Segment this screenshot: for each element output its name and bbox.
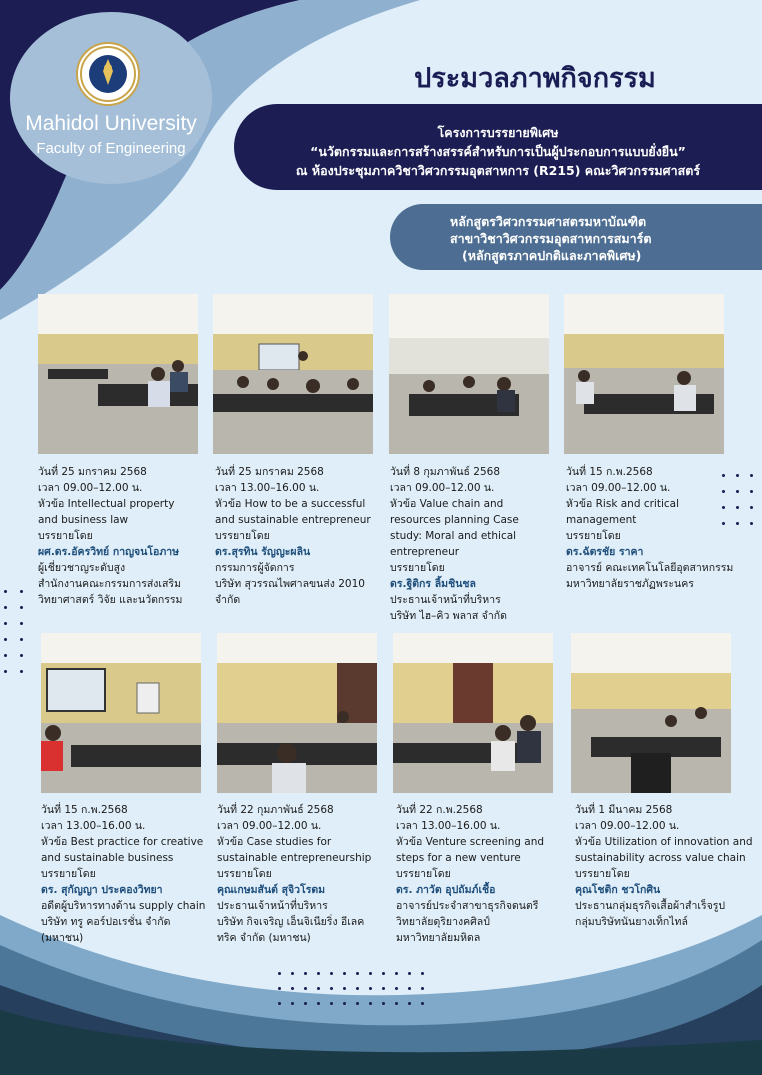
speaker-affiliation: อดีตผู้บริหารทางด้าน supply chain: [41, 900, 206, 912]
session-photo: [213, 294, 373, 454]
session-topic: หัวข้อ Intellectual property: [38, 498, 175, 510]
dot: [304, 1002, 307, 1005]
dot: [722, 522, 725, 525]
dot: [750, 506, 753, 509]
session-topic: หัวข้อ How to be a successful: [215, 498, 366, 510]
session-topic: หัวข้อ Risk and critical: [566, 498, 679, 510]
dot: [369, 987, 372, 990]
faculty-name: Faculty of Engineering: [36, 140, 186, 157]
speaker-affiliation: บริษัท สุวรรณไพศาลขนส่ง 2010: [215, 578, 365, 590]
session-topic: and business law: [38, 514, 129, 526]
project-line-2: “นวัตกรรมและการสร้างสรรค์สำหรับการเป็นผู้ประกอบการแบบยั่งยืน”: [310, 144, 686, 159]
dot: [20, 590, 23, 593]
dot: [291, 1002, 294, 1005]
speaker-affiliation: อาจารย์ คณะเทคโนโลยีอุตสาหกรรม: [566, 562, 734, 574]
dot: [722, 474, 725, 477]
dot: [395, 972, 398, 975]
session-time: เวลา 09.00–12.00 น.: [390, 482, 495, 494]
session-time: เวลา 09.00–12.00 น.: [575, 820, 680, 832]
dot: [291, 987, 294, 990]
speaker-affiliation: อาจารย์ประจำสาขาธุรกิจดนตรี: [396, 900, 539, 912]
dot: [4, 590, 7, 593]
dot: [750, 522, 753, 525]
session-info: [390, 464, 562, 624]
session-by: บรรยายโดย: [217, 868, 272, 880]
session-by: บรรยายโดย: [575, 868, 630, 880]
dot: [304, 987, 307, 990]
dot: [330, 972, 333, 975]
dot: [421, 987, 424, 990]
dot: [408, 972, 411, 975]
dot: [343, 972, 346, 975]
session-photo: [389, 294, 549, 454]
dot: [343, 1002, 346, 1005]
session-date: วันที่ 22 ก.พ.2568: [396, 804, 483, 816]
speaker-affiliation: บริษัท ไฮ–คิว พลาส จำกัด: [390, 610, 507, 622]
dot: [4, 622, 7, 625]
dot: [20, 654, 23, 657]
program-line-2: สาขาวิชาวิศวกรรมอุตสาหการสมาร์ต: [450, 231, 652, 246]
session-time: เวลา 13.00–16.00 น.: [396, 820, 501, 832]
session-by: บรรยายโดย: [41, 868, 96, 880]
speaker-affiliation: วิทยาศาสตร์ วิจัย และนวัตกรรม: [38, 594, 183, 606]
dot: [330, 1002, 333, 1005]
dot: [304, 972, 307, 975]
dot: [722, 490, 725, 493]
session-topic: sustainability across value chain: [575, 852, 746, 864]
session-info: [217, 802, 389, 946]
dot: [369, 972, 372, 975]
dot: [317, 1002, 320, 1005]
speaker-affiliation: กรรมการผู้จัดการ: [215, 562, 295, 574]
speaker-affiliation: ประธานเจ้าหน้าที่บริหาร: [390, 594, 501, 606]
session-info: [396, 802, 568, 946]
session-photo: [571, 633, 731, 793]
session-by: บรรยายโดย: [396, 868, 451, 880]
session-date: วันที่ 25 มกราคม 2568: [38, 466, 147, 478]
dot: [736, 490, 739, 493]
session-date: วันที่ 22 กุมภาพันธ์ 2568: [217, 804, 334, 816]
speaker-name: ผศ.ดร.อัครวิทย์ กาญจนโอภาษ: [38, 546, 180, 558]
speaker-name: ดร.ฐิติกร ลิ้มชินชล: [390, 578, 476, 590]
session-topic: and sustainable entrepreneur: [215, 514, 371, 526]
session-topic: study: Moral and ethical: [390, 530, 517, 542]
speaker-name: คุณโชติก ชวโกศิน: [575, 884, 661, 896]
dot: [395, 987, 398, 990]
dot: [20, 622, 23, 625]
session-time: เวลา 13.00–16.00 น.: [215, 482, 320, 494]
speaker-affiliation: ประธานเจ้าหน้าที่บริหาร: [217, 900, 328, 912]
dot: [4, 670, 7, 673]
program-banner: [390, 204, 762, 270]
session-topic: sustainable entrepreneurship: [217, 852, 372, 864]
dot: [356, 972, 359, 975]
project-banner: [234, 104, 762, 190]
speaker-affiliation: ทริค จำกัด (มหาชน): [217, 932, 311, 944]
session-topic: หัวข้อ Value chain and: [390, 498, 504, 510]
dot: [382, 1002, 385, 1005]
speaker-name: ดร.ฉัตรชัย ราคา: [566, 546, 644, 558]
speaker-name: คุณเกษมสันต์ สุจิวโรดม: [217, 884, 326, 896]
session-time: เวลา 09.00–12.00 น.: [38, 482, 143, 494]
dot: [330, 987, 333, 990]
speaker-name: ดร.สุรทิน รัญญะผลิน: [215, 546, 311, 558]
session-time: เวลา 09.00–12.00 น.: [566, 482, 671, 494]
speaker-affiliation: กลุ่มบริษัทนันยางเท็กไทล์: [575, 916, 688, 928]
dot: [317, 972, 320, 975]
dot: [4, 654, 7, 657]
speaker-name: ดร. สุกัญญา ประคองวิทยา: [41, 884, 163, 896]
speaker-affiliation: วิทยาลัยดุริยางคศิลป์: [396, 916, 490, 928]
dot: [408, 1002, 411, 1005]
speaker-affiliation: บริษัท กิจเจริญ เอ็นจิเนียริ่ง อีเลค: [217, 916, 365, 928]
dot: [750, 490, 753, 493]
speaker-affiliation: ผู้เชี่ยวชาญระดับสูง: [38, 562, 126, 574]
program-line-1: หลักสูตรวิศวกรรมศาสตรมหาบัณฑิต: [450, 214, 647, 229]
dot: [20, 670, 23, 673]
dot: [382, 987, 385, 990]
session-topic: หัวข้อ Venture screening and: [396, 836, 545, 848]
speaker-affiliation: สำนักงานคณะกรรมการส่งเสริม: [38, 578, 181, 590]
session-photo: [38, 294, 198, 454]
speaker-affiliation: มหาวิทยาลัยมหิดล: [396, 932, 481, 944]
session-info: [566, 464, 738, 592]
session-photo: [217, 633, 377, 793]
dot: [395, 1002, 398, 1005]
session-by: บรรยายโดย: [390, 562, 445, 574]
session-topic: หัวข้อ Case studies for: [217, 836, 332, 848]
dot: [369, 1002, 372, 1005]
session-info: [575, 802, 753, 930]
dot: [736, 522, 739, 525]
session-photo: [41, 633, 201, 793]
dot: [317, 987, 320, 990]
dot: [278, 1002, 281, 1005]
session-topic: หัวข้อ Utilization of innovation and: [575, 836, 753, 848]
dot: [20, 606, 23, 609]
dot: [736, 474, 739, 477]
dot: [20, 638, 23, 641]
dot: [4, 638, 7, 641]
speaker-affiliation: มหาวิทยาลัยราชภัฏพระนคร: [566, 578, 694, 590]
dot: [750, 474, 753, 477]
session-date: วันที่ 15 ก.พ.2568: [41, 804, 128, 816]
dot: [356, 1002, 359, 1005]
session-time: เวลา 09.00–12.00 น.: [217, 820, 322, 832]
session-date: วันที่ 1 มีนาคม 2568: [575, 804, 673, 816]
dot: [278, 972, 281, 975]
dot: [4, 606, 7, 609]
speaker-affiliation: จำกัด: [215, 594, 241, 606]
project-line-1: โครงการบรรยายพิเศษ: [437, 125, 559, 140]
program-line-3: (หลักสูตรภาคปกติและภาคพิเศษ): [462, 248, 642, 263]
session-photo: [393, 633, 553, 793]
session-info: [41, 802, 213, 946]
page-title: ประมวลภาพกิจกรรม: [414, 63, 656, 94]
session-info: [215, 464, 387, 608]
speaker-affiliation: ประธานกลุ่มธุรกิจเสื้อผ้าสำเร็จรูป: [575, 900, 726, 912]
project-line-3: ณ ห้องประชุมภาควิชาวิศวกรรมอุตสาหการ (R215) คณะวิศวกรรมศาสตร์: [295, 163, 701, 178]
session-topic: and sustainable business: [41, 852, 174, 864]
session-topic: resources planning Case: [390, 514, 519, 526]
session-by: บรรยายโดย: [566, 530, 621, 542]
dot: [408, 987, 411, 990]
session-topic: entrepreneur: [390, 546, 460, 558]
dot: [736, 506, 739, 509]
university-seal-icon: [76, 42, 140, 106]
dot: [421, 972, 424, 975]
dot: [356, 987, 359, 990]
session-photo: [564, 294, 724, 454]
session-topic: management: [566, 514, 637, 526]
speaker-affiliation: (มหาชน): [41, 932, 84, 944]
dot: [421, 1002, 424, 1005]
session-by: บรรยายโดย: [38, 530, 93, 542]
dot: [278, 987, 281, 990]
session-info: [38, 464, 210, 608]
speaker-affiliation: บริษัท ทรู คอร์ปอเรชั่น จำกัด: [41, 916, 171, 928]
dot: [722, 506, 725, 509]
session-date: วันที่ 15 ก.พ.2568: [566, 466, 653, 478]
session-topic: หัวข้อ Best practice for creative: [41, 836, 204, 848]
university-name: Mahidol University: [25, 112, 197, 135]
session-date: วันที่ 8 กุมภาพันธ์ 2568: [390, 466, 501, 478]
session-date: วันที่ 25 มกราคม 2568: [215, 466, 324, 478]
speaker-name: ดร. ภาวัต อุปถัมภ์เชื้อ: [396, 884, 496, 896]
session-time: เวลา 13.00–16.00 น.: [41, 820, 146, 832]
session-topic: steps for a new venture: [396, 852, 521, 864]
dot: [382, 972, 385, 975]
dot: [291, 972, 294, 975]
dot: [343, 987, 346, 990]
session-by: บรรยายโดย: [215, 530, 270, 542]
